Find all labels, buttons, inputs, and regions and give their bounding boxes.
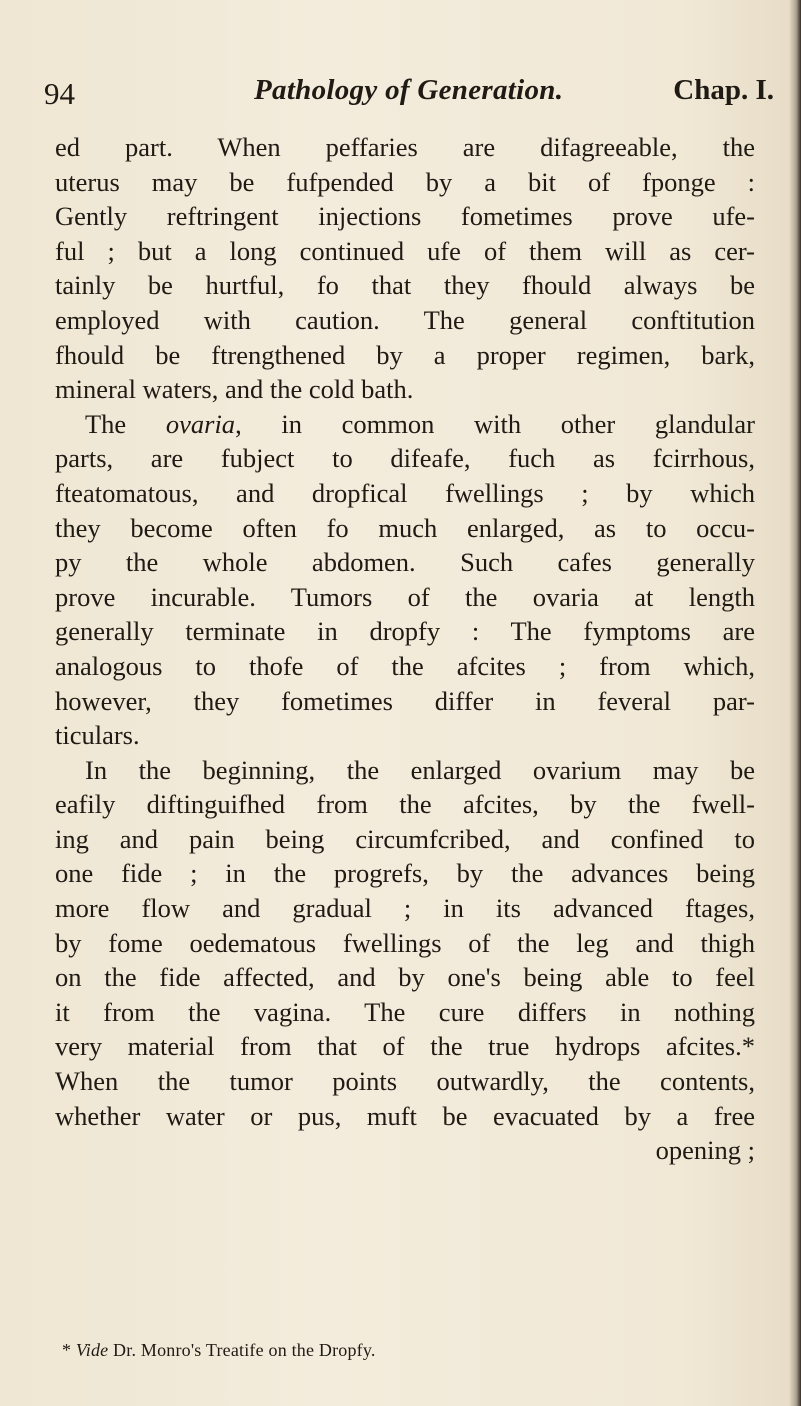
text-line: The ovaria, in common with other glandular (85, 408, 755, 439)
text-line: whether water or pus, muft be evacuated by a free (55, 1100, 755, 1131)
text-line: by fome oedematous fwellings of the leg and thigh (55, 927, 755, 958)
footnote-text: Dr. Monro's Treatife on the Dropfy. (108, 1340, 376, 1360)
text-line: very material from that of the true hydrops afcites.* (55, 1031, 755, 1062)
text-line: ing and pain being circumfcribed, and confined to (55, 823, 755, 854)
text-line: one fide ; in the progrefs, by the advances being (55, 858, 755, 889)
page-number: 94 (44, 76, 75, 111)
text-line: ticulars. (55, 720, 140, 751)
text-line: generally terminate in dropfy : The fymptoms are (55, 616, 755, 647)
page-header (44, 70, 774, 114)
body-text (55, 130, 755, 1168)
text-line: uterus may be fufpended by a bit of fponge : (55, 166, 755, 197)
footnote-vide: Vide (75, 1340, 109, 1360)
page-edge-shadow (789, 0, 801, 1406)
text-line: opening ; (655, 1135, 755, 1166)
text-line: tainly be hurtful, fo that they fhould always be (55, 270, 755, 301)
text-line: ful ; but a long continued ufe of them will as cer- (55, 235, 755, 266)
text-line: fteatomatous, and dropfical fwellings ; by which (55, 477, 755, 508)
text-line: eafily diftinguifhed from the afcites, by the fwell- (55, 789, 755, 820)
text-line: When the tumor points outwardly, the contents, (55, 1066, 755, 1097)
text-line: more flow and gradual ; in its advanced ftages, (55, 893, 755, 924)
text-line: employed with caution. The general conftitution (55, 304, 755, 335)
footnote-marker: * (62, 1340, 76, 1360)
text-line: fhould be ftrengthened by a proper regimen, bark, (55, 339, 755, 370)
text-line: parts, are fubject to difeafe, fuch as fcirrhous, (55, 443, 755, 474)
text-line: however, they fometimes differ in feveral par- (55, 685, 755, 716)
text-line: analogous to thofe of the afcites ; from which, (55, 650, 755, 681)
text-line: py the whole abdomen. Such cafes generally (55, 547, 755, 578)
text-line: ed part. When peffaries are difagreeable, the (55, 132, 755, 162)
text-line: they become often fo much enlarged, as to occu- (55, 512, 755, 543)
running-title: Pathology of Generation. (254, 74, 564, 106)
text-line: on the fide affected, and by one's being able to feel (55, 962, 755, 993)
italic-term: ovaria (165, 408, 236, 439)
chapter-label: Chap. I. (673, 74, 774, 106)
text-line: Gently reftringent injections fometimes prove ufe- (55, 201, 755, 232)
text-line: it from the vagina. The cure differs in nothing (55, 996, 755, 1027)
text-line: mineral waters, and the cold bath. (55, 374, 414, 405)
text-line: In the beginning, the enlarged ovarium may be (85, 754, 755, 785)
text-line: prove incurable. Tumors of the ovaria at length (55, 581, 755, 612)
footnote (62, 1340, 376, 1361)
